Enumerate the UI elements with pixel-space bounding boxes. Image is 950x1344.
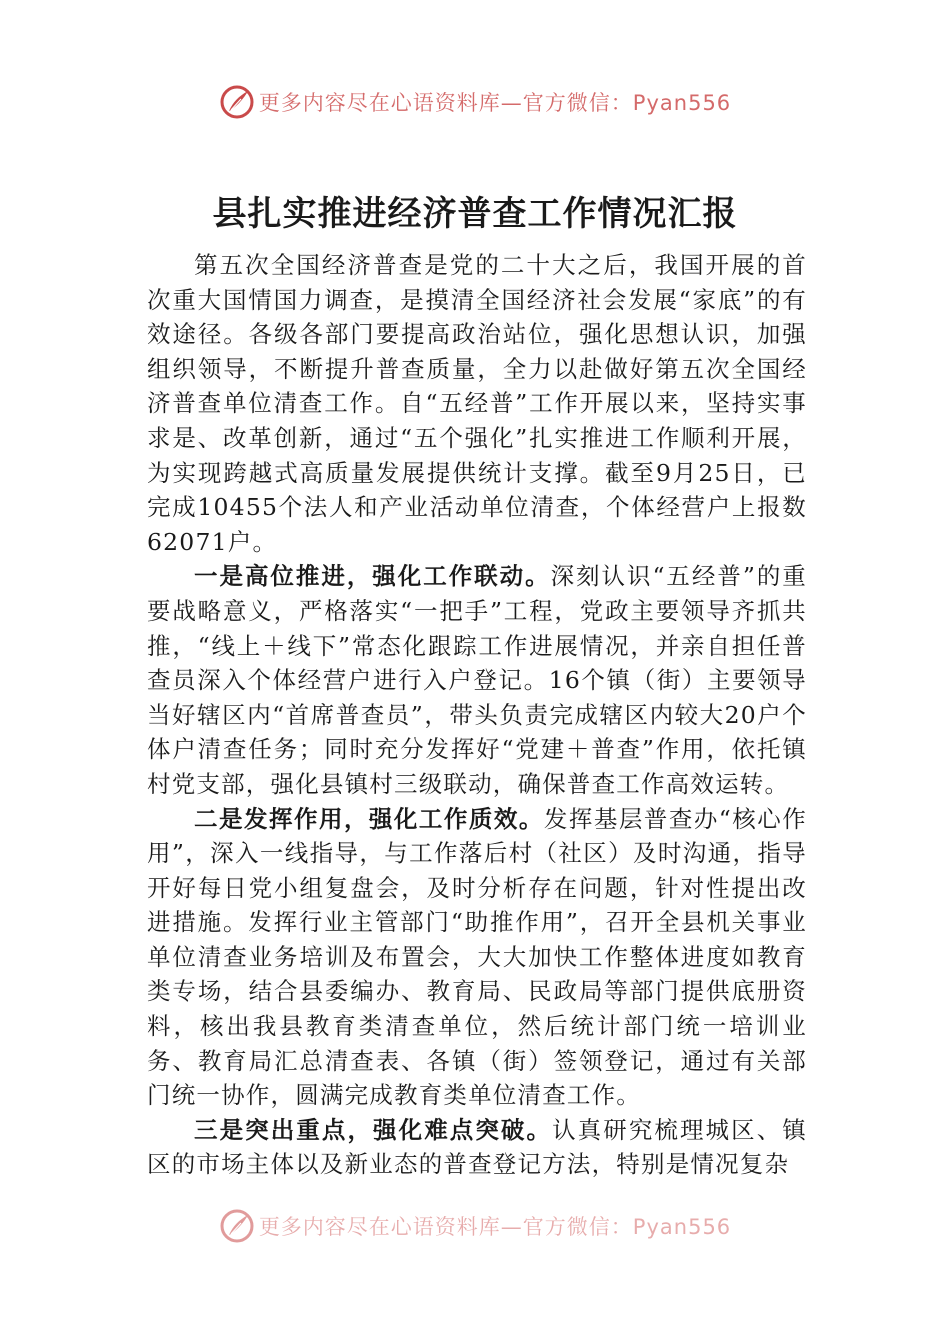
- paragraph-intro: [147, 248, 807, 559]
- feather-pen-logo-icon: [219, 84, 255, 120]
- paragraph-text: 第五次全国经济普查是党的二十大之后，我国开展的首次重大国情国力调查，是摸清全国经济社会发展“家底”的有效途径。各级各部门要提高政治站位，强化思想认识，加强组织领导，不断提升普查质量，全力以赴做好第五次全国经济普查单位清查工作。自“五经普”工作开展以来，坚持实事求是、改革创新，通过“五个强化”扎实推进工作顺利开展，为实现跨越式高质量发展提供统计支撑。截至9月25日，已完成10455个法人和产业活动单位清查，个体经营户上报数62071户。: [147, 251, 807, 556]
- feather-pen-logo-icon: [219, 1208, 255, 1244]
- paragraph-lead: 三是突出重点，强化难点突破。: [194, 1115, 553, 1144]
- paragraph-lead: 一是高位推进，强化工作联动。: [194, 562, 551, 591]
- watermark-text: 更多内容尽在心语资料库—官方微信：Pyan556: [258, 91, 732, 115]
- paragraph-point-1: [147, 559, 807, 801]
- footer-watermark: [0, 1208, 950, 1244]
- paragraph-text: 发挥基层普查办“核心作用”，深入一线指导，与工作落后村（社区）及时沟通，指导开好每日党小组复盘会，及时分析存在问题，针对性提出改进措施。发挥行业主管部门“助推作用”，召开全县机关事业单位清查业务培训及布置会，大大加快工作整体进度如教育类专场，结合县委编办、教育局、民政局等部门提供底册资料，核出我县教育类清查单位，然后统计部门统一培训业务、教育局汇总清查表、各镇（街）签领登记，通过有关部门统一协作，圆满完成教育类单位清查工作。: [147, 804, 807, 1110]
- paragraph-point-2: [147, 802, 807, 1113]
- paragraph-point-3: [147, 1113, 807, 1182]
- document-title: 县扎实推进经济普查工作情况汇报: [212, 194, 738, 234]
- paragraph-lead: 二是发挥作用，强化工作质效。: [194, 804, 544, 833]
- header-watermark: [0, 84, 950, 120]
- watermark-text: 更多内容尽在心语资料库—官方微信：Pyan556: [258, 1215, 732, 1239]
- paragraph-text: 认真研究梳理城区、镇区的市场主体以及新业态的普查登记方法，特别是情况复杂: [147, 1115, 807, 1179]
- paragraph-text: 深刻认识“五经普”的重要战略意义，严格落实“一把手”工程，党政主要领导齐抓共推，“线上＋线下”常态化跟踪工作进展情况，并亲自担任普查员深入个体经营户进行入户登记。16个镇（街）主要领导当好辖区内“首席普查员”，带头负责完成辖区内较大20户个体户清查任务；同时充分发挥好“党建＋普查”作用，依托镇村党支部，强化县镇村三级联动，确保普查工作高效运转。: [147, 562, 807, 798]
- document-body: [147, 248, 807, 1182]
